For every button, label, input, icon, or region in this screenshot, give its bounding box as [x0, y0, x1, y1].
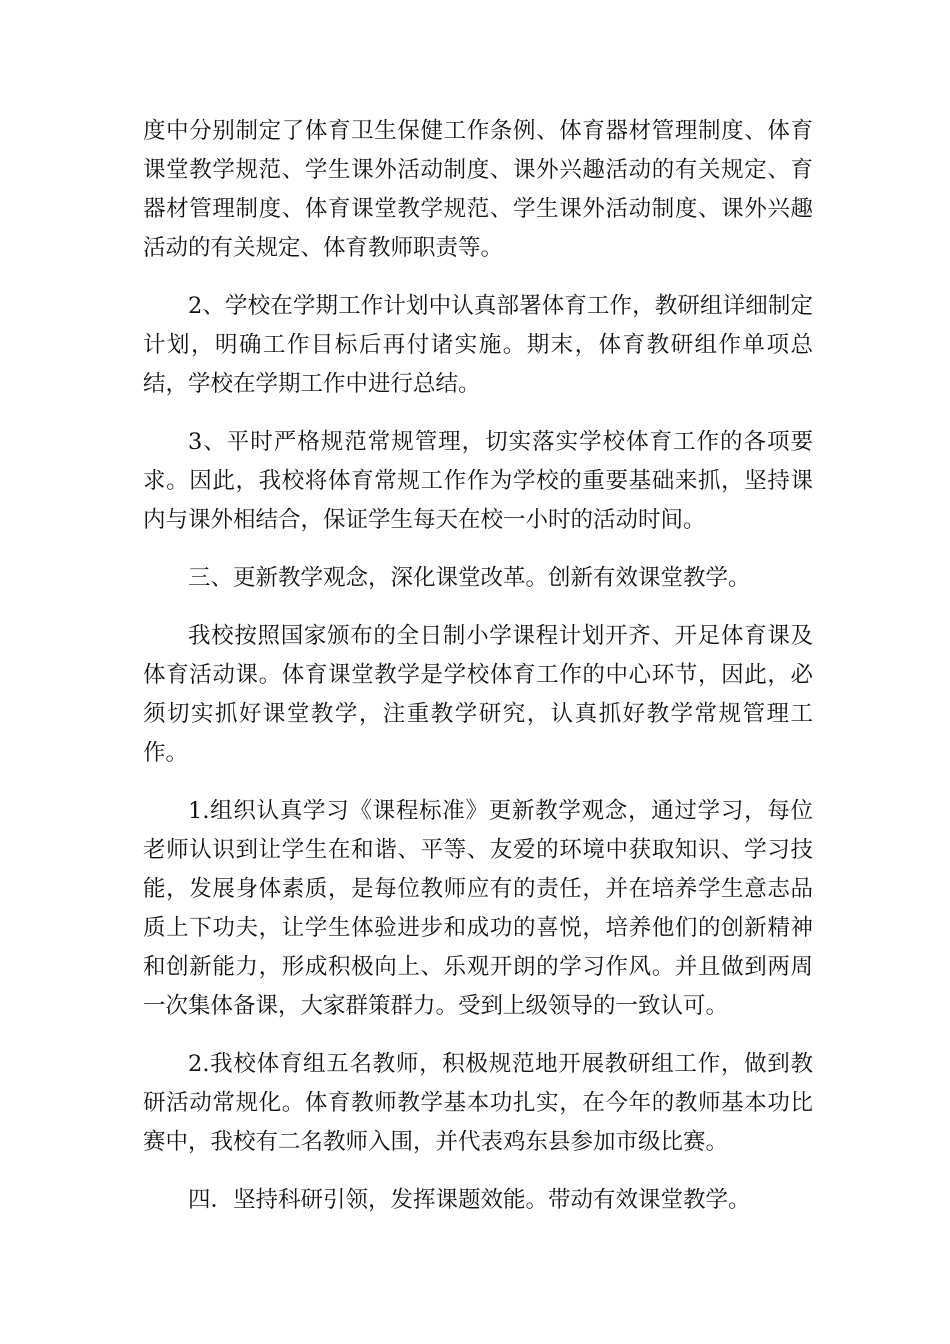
- paragraph-7: 2.我校体育组五名教师，积极规范地开展教研组工作，做到教研活动常规化。体育教师教学基本功扎实，在今年的教师基本功比赛中，我校有二名教师入围，并代表鸡东县参加市级比赛。: [143, 1051, 813, 1155]
- section-heading-4: 四．坚持科研引领，发挥课题效能。带动有效课堂教学。: [188, 1187, 751, 1213]
- paragraph-6: 1.组织认真学习《课程标准》更新教学观念，通过学习，每位老师认识到让学生在和谐、平等、友爱的环境中获取知识、学习技能，发展身体素质，是每位教师应有的责任，并在培养学生意志品质上下功夫，让学生体验进步和成功的喜悦，培养他们的创新精神和创新能力，形成积极向上、乐观开朗的学习作风。并且做到两周一次集体备课，大家群策群力。受到上级领导的一致认可。: [143, 798, 813, 1019]
- paragraph-1: 度中分别制定了体育卫生保健工作条例、体育器材管理制度、体育课堂教学规范、学生课外活动制度、课外兴趣活动的有关规定、育器材管理制度、体育课堂教学规范、学生课外活动制度、课外兴趣活动的有关规定、体育教师职责等。: [143, 118, 813, 261]
- paragraph-3: 3、平时严格规范常规管理，切实落实学校体育工作的各项要求。因此，我校将体育常规工作作为学校的重要基础来抓，坚持课内与课外相结合，保证学生每天在校一小时的活动时间。: [143, 429, 813, 533]
- paragraph-5: 我校按照国家颁布的全日制小学课程计划开齐、开足体育课及体育活动课。体育课堂教学是学校体育工作的中心环节，因此，必须切实抓好课堂教学，注重教学研究，认真抓好教学常规管理工作。: [143, 623, 813, 766]
- section-heading-3: 三、更新教学观念，深化课堂改革。创新有效课堂教学。: [188, 565, 751, 591]
- document-body: [143, 112, 813, 1239]
- paragraph-2: 2、学校在学期工作计划中认真部署体育工作，教研组详细制定计划，明确工作目标后再付诸实施。期末，体育教研组作单项总结，学校在学期工作中进行总结。: [143, 293, 813, 397]
